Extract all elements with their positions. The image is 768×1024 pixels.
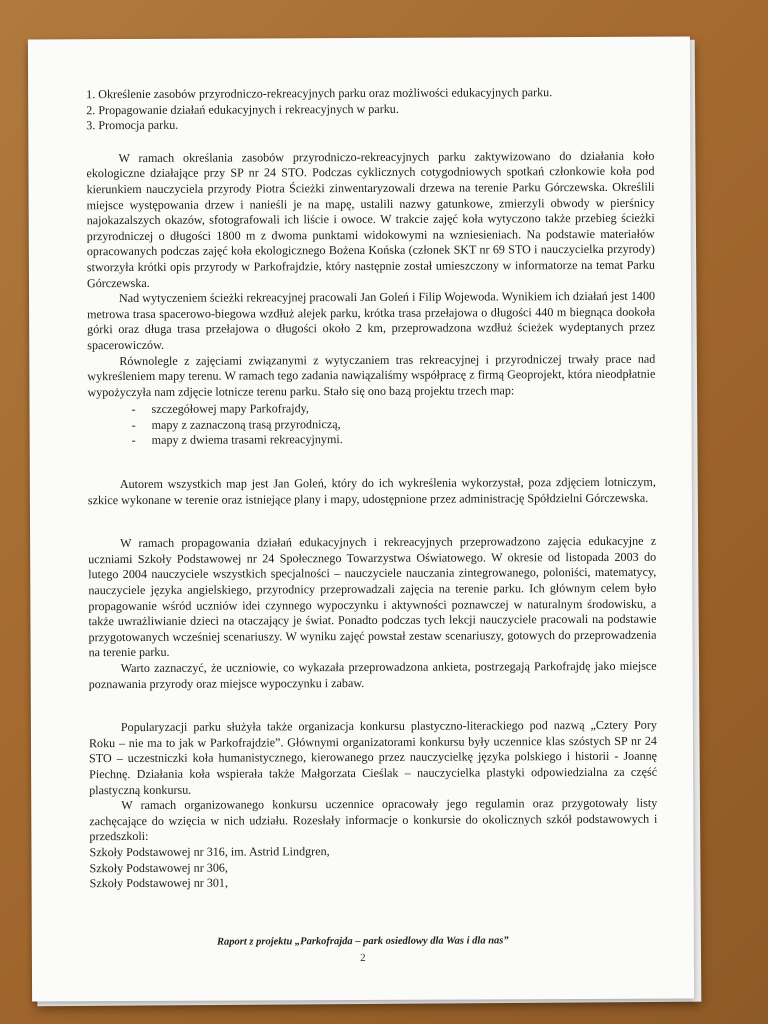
dash-bullet: - <box>131 402 136 417</box>
paragraph-maps-intro: Równolegle z zajęciami związanymi z wytyczaniem tras rekreacyjnej i przyrodniczej trwały prace nad wykreśleniem mapy terenu. W ramach tego zadania nawiązaliśmy współpracę z firmą Geoprojekt, która nieodpłatnie wypożyczyła nam zdjęcie lotnicze terenu parku. Stało się ono bazą projektu trzech map: <box>87 351 656 399</box>
dash-bullet: - <box>131 433 136 448</box>
goals-list <box>86 85 654 134</box>
paragraph-map-author: Autorem wszystkich map jest Jan Goleń, który do ich wykreślenia wykorzystał, poza zdjęciem lotniczym, szkice wykonane w terenie oraz istniejące plany i mapy, udostępnione przez administrację Spółdzielni Górczewska. <box>87 474 656 507</box>
schools-list <box>89 843 657 892</box>
map-list-item <box>132 431 656 449</box>
dash-bullet: - <box>131 417 136 432</box>
map-list-item-text: mapy z dwiema trasami rekreacyjnymi. <box>151 432 343 448</box>
map-list-item-text: szczegółowej mapy Parkofrajdy, <box>151 401 309 417</box>
report-footer: Raport z projektu „Parkofrajda – park osiedlowy dla Was i dla nas” <box>217 935 509 948</box>
paragraph-resources: W ramach określania zasobów przyrodniczo-rekreacyjnych parku zaktywizowano do działania koło ekologiczne działające przy SP nr 24 STO. Podczas cyklicznych cotygodniowych spotkań członkowie koła pod kierunkiem nauczyciela przyrody Piotra Ścieżki zinwentaryzowali drzewa na terenie Parku Górczewska. Określili miejsce występowania drzew i nanieśli je na mapę, ustalili nazwy gatunkowe, zmierzyli obwody w pierśnicy najokazalszych okazów, sfotografowali ich liście i owoce. W trakcie zajęć koła wytyczono także przebieg ścieżki przyrodniczej o długości 1800 m z dwoma punktami widokowymi na wzniesieniach. Na podstawie materiałów opracowanych podczas zajęć koła ekologicznego Bożena Końska (członek SKT nr 69 STO i nauczycielka przyrody) stworzyła krótki opis przyrody w Parkofrajdzie, który następnie został umieszczony w informatorze na temat Parku Górczewska. <box>86 148 655 290</box>
paragraph-survey: Warto zaznaczyć, że uczniowie, co wykazała przeprowadzona ankieta, postrzegają Parkofrajdę jako miejsce poznawania przyrody oraz miejsce wypoczynku i zabaw. <box>88 658 657 691</box>
school-item: Szkoły Podstawowej nr 306, <box>89 860 228 875</box>
paragraph-contest-rules: W ramach organizowanego konkursu uczennice opracowały jego regulamin oraz przygotowały listy zachęcające do wzięcia w nich udziału. Rozesłały informacje o konkursie do okolicznych szkół podstawowych i przedszkoli: <box>89 795 658 844</box>
paragraph-recreation-path: Nad wytyczeniem ścieżki rekreacyjnej pracowali Jan Goleń i Filip Wojewoda. Wynikiem ich działań jest 1400 metrowa trasa spacerowo-biegowa wzdłuż alejek parku, krótka trasa przełajowa o długości 440 m biegnąca dookoła górki oraz długa trasa przełajowa o długości około 2 km, przeprowadzona wzdłuż ścieżek wydeptanych przez spacerowiczów. <box>87 288 656 353</box>
school-item: Szkoły Podstawowej nr 301, <box>89 875 229 891</box>
maps-list <box>131 400 655 449</box>
page-number: 2 <box>360 951 366 965</box>
page-content <box>86 85 658 892</box>
goal-item: 2. Propagowanie działań edukacyjnych i rekreacyjnych w parku. <box>86 101 399 117</box>
school-item: Szkoły Podstawowej nr 316, im. Astrid Lindgren, <box>89 844 330 860</box>
goal-item: 1. Określenie zasobów przyrodniczo-rekreacyjnych parku oraz możliwości edukacyjnych parku. <box>86 85 553 102</box>
paragraph-education: W ramach propagowania działań edukacyjnych i rekreacyjnych przeprowadzono zajęcia edukacyjne z uczniami Szkoły Podstawowej nr 24 Społecznego Towarzystwa Oświatowego. W okresie od listopada 2003 do lutego 2004 nauczyciele wszystkich specjalności – nauczyciele nauczania zintegrowanego, poloniści, matematycy, nauczyciele języka angielskiego, przyrodnicy przeprowadzali zajęcia na terenie parku. Ich głównym celem było propagowanie wśród uczniów idei czynnego wypoczynku i aktywności poznawczej w naturalnym środowisku, a także uwrażliwianie dzieci na otaczający je świat. Ponadto podczas tych lekcji nauczyciele pracowali na podstawie przygotowanych wcześniej scenariuszy. W wyniku zajęć powstał zestaw scenariuszy, gotowych do przeprowadzenia na terenie parku. <box>88 533 657 660</box>
map-list-item-text: mapy z zaznaczoną trasą przyrodniczą, <box>151 416 341 432</box>
document-page <box>28 37 694 1002</box>
paragraph-contest: Popularyzacji parku służyła także organizacja konkursu plastyczno-literackiego pod nazwą „Cztery Pory Roku – nie ma to jak w Parkofrajdzie”. Głównymi organizatorami konkursu były uczennice klas szóstych SP nr 24 STO – uczestniczki koła humanistycznego, kierowanego przez nauczycielkę języka polskiego i historii - Joannę Piechnę. Działania koła wspierała także Małgorzata Cieślak – nauczycielka plastyki odpowiedzialna za część plastyczną konkursu. <box>88 717 658 797</box>
goal-item: 3. Promocja parku. <box>86 117 179 133</box>
